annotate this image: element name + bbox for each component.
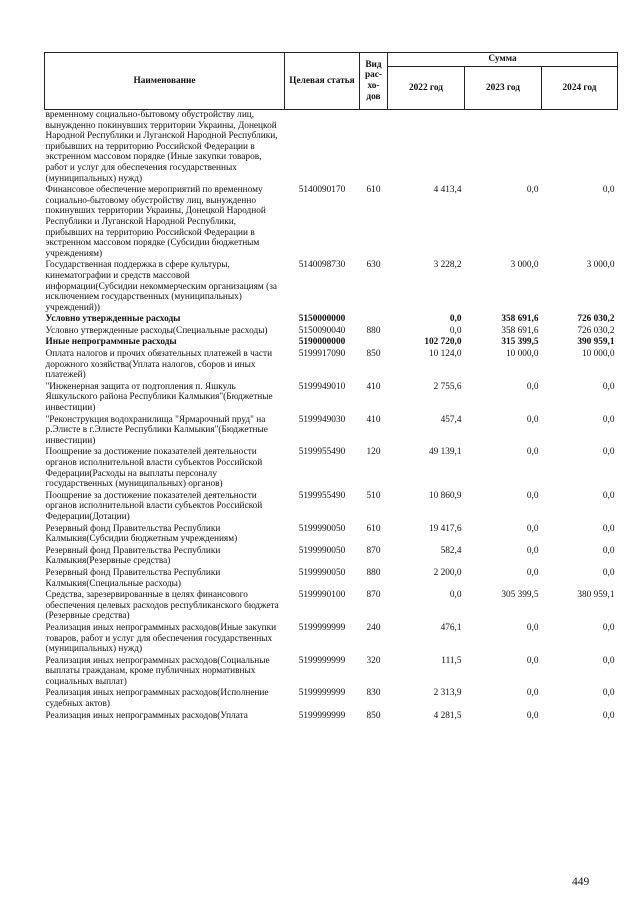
row-sum-2024: 0,0 [602,447,615,458]
header-vid: Вид рас-хо-дов [360,53,388,110]
table-row [45,711,618,723]
row-sum-2024: 0,0 [602,523,615,534]
table-row [45,337,618,349]
row-name: Условно утвержденные расходы(Специальные расходы) [45,325,268,336]
row-sum-2023: 10 000,0 [505,349,539,360]
row-sum-2023: 0,0 [526,414,539,425]
row-expense-type [360,110,388,186]
table-row [45,260,618,314]
row-expense-type: 880 [366,325,381,336]
row-target-code: 5199999999 [298,655,346,666]
row-sum-2024: 0,0 [602,622,615,633]
row-sum-2024: 0,0 [602,490,615,501]
row-name: временному социально-бытовому обустройству лиц, вынужденно покинувших территории Украины, Донецкой Народной Республики и Луганской Народной Республики, прибывших на территорию Российской Федерации в экстренном массовом порядке (Иные закупки товаров, работ и услуг для обеспечения государственных (муниципальных) нужд) [45,110,278,184]
row-expense-type: 880 [366,567,381,578]
row-sum-2022: 10 124,0 [428,349,462,360]
row-name: Резервный фонд Правительства Республики Калмыкия(Субсидии бюджетным учреждениям) [45,523,238,545]
row-expense-type: 510 [366,490,381,501]
header-year-2022: 2022 год [388,67,465,110]
row-expense-type [360,337,388,349]
row-target-code [285,110,360,186]
table-row [45,688,618,710]
table-row [45,590,618,623]
row-sum-2023: 358 691,6 [501,325,539,336]
row-name: Резервный фонд Правительства Республики Калмыкия(Резервные средства) [45,545,221,567]
row-sum-2022: 3 228,2 [433,260,462,271]
table-header [45,53,618,110]
header-year-2024: 2024 год [542,67,618,110]
row-sum-2024: 0,0 [602,414,615,425]
row-sum-2022: 4 413,4 [433,185,462,196]
row-target-code: 5150000000 [298,314,346,325]
row-name: Реализация иных непрограммных расходов(Исполнение судебных актов) [45,688,269,710]
row-target-code: 5199999999 [298,622,346,633]
row-sum-2023: 0,0 [526,655,539,666]
table-row [45,326,618,338]
row-sum-2023: 0,0 [526,490,539,501]
row-sum-2024: 390 959,1 [577,337,615,348]
row-expense-type: 410 [366,414,381,425]
row-name: "Инженерная защита от подтопления п. Яшкуль Яшкульского района Республики Калмыкия"(Бюджетные инвестиции) [45,381,273,414]
row-expense-type: 630 [366,260,381,271]
row-name: Финансовое обеспечение мероприятий по временному социально-бытовому обустройству лиц, вынужденно покинувших территории Украины, Донецкой Народной Республики и Луганской Народной Республики, прибывших на территорию Российской Федерации в экстренном массовом порядке (Субсидии бюджетным учреждениям) [45,185,266,259]
row-sum-2023 [465,110,542,186]
row-target-code: 5199990100 [298,590,346,601]
row-name: Государственная поддержка в сфере культуры, кинематографии и средств массовой информации(Субсидии некоммерческим организациям (за исключением государственных (муниципальных) учреждений)) [45,260,278,313]
row-expense-type: 870 [366,545,381,556]
row-expense-type: 850 [366,349,381,360]
row-target-code: 5199949030 [298,414,346,425]
row-sum-2023: 305 399,5 [501,590,539,601]
table-row [45,546,618,568]
row-sum-2022: 0,0 [449,590,462,601]
table-row [45,524,618,546]
row-sum-2023: 0,0 [526,567,539,578]
row-sum-2022: 0,0 [449,325,462,336]
table-body [45,110,618,723]
row-sum-2023: 0,0 [526,545,539,556]
row-sum-2024 [542,110,618,186]
row-sum-2022: 4 281,5 [433,710,462,721]
row-sum-2022: 2 313,9 [433,688,462,699]
row-sum-2022: 582,4 [440,545,462,556]
table-row [45,491,618,524]
row-sum-2024: 0,0 [602,381,615,392]
row-target-code: 5140090170 [298,185,346,196]
row-sum-2022 [388,110,465,186]
row-sum-2024: 0,0 [602,710,615,721]
row-sum-2022: 2 755,6 [433,381,462,392]
row-sum-2024: 380 959,1 [577,590,615,601]
row-expense-type: 240 [366,622,381,633]
row-sum-2024: 0,0 [602,185,615,196]
row-target-code: 5199917090 [298,349,346,360]
row-name: Условно утвержденные расходы [45,314,181,325]
budget-table [44,52,618,722]
row-name: Поощрение за достижение показателей деятельности органов исполнительной власти субъектов Российской Федерации(Расходы на выплаты персоналу государственных (муниципальных) органов) [45,447,263,490]
row-sum-2024: 726 030,2 [577,314,615,325]
table-row [45,110,618,186]
row-target-code: 5199990050 [298,567,346,578]
row-expense-type: 120 [366,447,381,458]
row-expense-type: 320 [366,655,381,666]
row-sum-2024: 0,0 [602,567,615,578]
table-row [45,349,618,382]
row-name: Реализация иных непрограммных расходов(Иные закупки товаров, работ и услуг для обеспечения государственных (муниципальных) нужд) [45,622,277,655]
row-sum-2023: 0,0 [526,523,539,534]
row-target-code: 5199990050 [298,545,346,556]
row-sum-2023: 0,0 [526,622,539,633]
row-name: Резервный фонд Правительства Республики Калмыкия(Специальные расходы) [45,567,221,589]
row-sum-2023: 0,0 [526,688,539,699]
row-expense-type [360,314,388,326]
header-sum: Сумма [388,53,618,67]
row-expense-type: 870 [366,590,381,601]
row-expense-type: 610 [366,185,381,196]
row-name: Реализация иных непрограммных расходов(Уплата [45,710,248,721]
row-expense-type: 850 [366,710,381,721]
table-row [45,447,618,490]
header-code: Целевая статья [285,53,360,110]
row-name: Поощрение за достижение показателей деятельности органов исполнительной власти субъектов Российской Федерации(Дотации) [45,490,263,522]
row-sum-2024: 10 000,0 [581,349,615,360]
header-name: Наименование [45,53,285,110]
row-sum-2023: 0,0 [526,447,539,458]
row-sum-2022: 457,4 [440,414,462,425]
row-target-code: 5190000000 [298,337,346,348]
row-sum-2023: 3 000,0 [510,260,539,271]
row-sum-2022: 49 139,1 [428,447,462,458]
row-name: Реализация иных непрограммных расходов(Социальные выплаты гражданам, кроме публичных нормативных социальных выплат) [45,655,270,687]
row-sum-2024: 726 030,2 [577,325,615,336]
table-row [45,568,618,590]
row-sum-2023: 315 399,5 [501,337,539,348]
row-sum-2024: 3 000,0 [586,260,615,271]
row-target-code: 5199990050 [298,523,346,534]
row-sum-2022: 476,1 [440,622,462,633]
header-year-2023: 2023 год [465,67,542,110]
row-expense-type: 610 [366,523,381,534]
row-sum-2023: 0,0 [526,710,539,721]
row-expense-type: 410 [366,381,381,392]
row-sum-2022: 10 860,9 [428,490,462,501]
row-sum-2022: 102 720,0 [424,337,462,348]
row-name: Оплата налогов и прочих обязательных платежей в части дорожного хозяйства(Уплата налогов, сборов и иных платежей) [45,349,273,381]
row-sum-2024: 0,0 [602,545,615,556]
table-row [45,382,618,415]
row-sum-2022: 2 200,0 [433,567,462,578]
row-sum-2022: 111,5 [441,655,462,666]
table-row [45,415,618,448]
row-sum-2022: 19 417,6 [428,523,462,534]
row-target-code: 5199955490 [298,447,346,458]
row-sum-2023: 0,0 [526,185,539,196]
page-number: 449 [572,876,590,888]
row-target-code: 5199949010 [298,381,346,392]
row-sum-2024: 0,0 [602,655,615,666]
row-target-code: 5199955490 [298,490,346,501]
row-sum-2024: 0,0 [602,688,615,699]
row-target-code: 5140098730 [298,260,346,271]
row-target-code: 5150090040 [298,325,346,336]
row-sum-2023: 358 691,6 [501,314,539,325]
row-name: "Реконструкция водохранилища "Ярмарочный пруд" на р.Элисте в г.Элисте Республики Калмыкия"(Бюджетные инвестиции) [45,414,268,446]
row-expense-type: 830 [366,688,381,699]
row-target-code: 5199999999 [298,710,346,721]
row-sum-2022: 0,0 [449,314,462,325]
table-row [45,185,618,260]
table-row [45,623,618,656]
row-target-code: 5199999999 [298,688,346,699]
row-sum-2023: 0,0 [526,381,539,392]
table-row [45,314,618,326]
table-row [45,656,618,689]
row-name: Иные непрограммные расходы [45,337,177,348]
row-name: Средства, зарезервированные в целях финансового обеспечения целевых расходов республиканского бюджета (Резервные средства) [45,590,279,622]
